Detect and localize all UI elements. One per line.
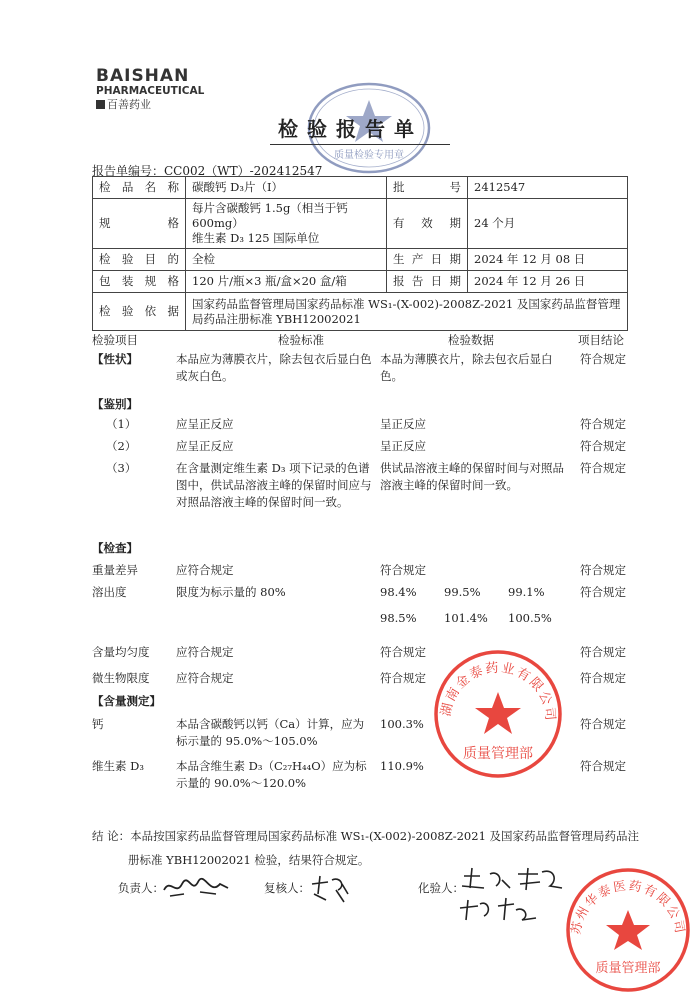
logo-name-cn — [96, 98, 204, 112]
reviewer-label: 复核人： — [264, 881, 310, 895]
stamp2-sub: 质量管理部 — [463, 746, 533, 762]
spec-line-1: 每片含碳酸钙 1.5g（相当于钙 600mg） — [192, 201, 348, 230]
micro-standard: 应符合规定 — [176, 671, 234, 685]
weight-data: 符合规定 — [380, 563, 426, 577]
vitd-item: 维生素 D₃ — [92, 759, 144, 773]
calcium-data: 100.3% — [380, 717, 424, 731]
basis-value: 国家药品监督管理局国家药品标准 WS₁-(X-002)-2008Z-2021 及国家药品监督管理局药品注册标准 YBH12002021 — [186, 293, 628, 331]
vitd-data: 110.9% — [380, 759, 424, 773]
vitd-result: 符合规定 — [580, 759, 626, 773]
calcium-result: 符合规定 — [580, 717, 626, 731]
product-info-table — [92, 176, 628, 331]
calcium-item: 钙 — [92, 717, 104, 731]
company-logo — [96, 68, 204, 112]
col-item: 检验项目 — [92, 333, 138, 347]
pack-value: 120 片/瓶×3 瓶/盒×20 盒/箱 — [186, 271, 387, 293]
spec-value — [186, 199, 387, 249]
dissolution-standard: 限度为标示量的 80% — [176, 585, 286, 599]
stamp3-arc-text: 苏州华泰医药有限公司 — [567, 877, 689, 937]
uniformity-item: 含量均匀度 — [92, 645, 150, 659]
table-row — [93, 249, 628, 271]
id2-standard: 应呈正反应 — [176, 439, 234, 453]
tester-label: 化验人： — [418, 881, 464, 895]
logo-name-en-2: PHARMACEUTICAL — [96, 85, 205, 97]
uniformity-data: 符合规定 — [380, 645, 426, 659]
purpose-label: 检验目的 — [93, 249, 186, 271]
product-value: 碳酸钙 D₃片（Ⅰ） — [186, 177, 387, 199]
batch-value: 2412547 — [468, 177, 628, 199]
appearance-data: 本品为薄膜衣片，除去包衣后显白色。 — [380, 352, 553, 383]
report-date-label: 报告日期 — [387, 271, 468, 293]
reviewer-signature — [306, 872, 352, 906]
validity-label: 有效期 — [387, 199, 468, 249]
purpose-value: 全检 — [186, 249, 387, 271]
mfg-value: 2024 年 12 月 08 日 — [468, 249, 628, 271]
micro-item: 微生物限度 — [92, 671, 150, 685]
appearance-head: 【性状】 — [92, 352, 138, 366]
title-underline — [270, 144, 450, 145]
id3-label: （3） — [106, 461, 137, 475]
mfg-label: 生产日期 — [387, 249, 468, 271]
report-number: 报告单编号：CC002（WT）-202412547 — [92, 164, 323, 178]
dissolution-value: 99.5% — [444, 585, 481, 599]
table-row — [93, 199, 628, 249]
pack-label: 包装规格 — [93, 271, 186, 293]
id3-result: 符合规定 — [580, 461, 626, 475]
weight-result: 符合规定 — [580, 563, 626, 577]
responsible-label: 负责人： — [118, 881, 164, 895]
id2-label: （2） — [106, 439, 137, 453]
col-data: 检验数据 — [448, 333, 494, 347]
spec-line-2: 维生素 D₃ 125 国际单位 — [192, 231, 320, 245]
id2-data: 呈正反应 — [380, 439, 426, 453]
uniformity-standard: 应符合规定 — [176, 645, 234, 659]
responsible-signature — [160, 872, 232, 902]
id1-standard: 应呈正反应 — [176, 417, 234, 431]
product-label: 检品名称 — [93, 177, 186, 199]
check-head: 【检查】 — [92, 541, 138, 555]
weight-item: 重量差异 — [92, 563, 138, 577]
table-row — [93, 271, 628, 293]
col-conclusion: 项目结论 — [578, 333, 624, 347]
dissolution-value: 98.4% — [380, 585, 417, 599]
micro-data: 符合规定 — [380, 671, 426, 685]
validity-value: 24 个月 — [468, 199, 628, 249]
weight-standard: 应符合规定 — [176, 563, 234, 577]
table-row — [93, 177, 628, 199]
conclusion-line-1: 结 论：本品按国家药品监督管理局国家药品标准 WS₁-(X-002)-2008Z-2021 及国家药品监督管理局药品注 — [92, 829, 640, 843]
assay-head: 【含量测定】 — [92, 694, 161, 708]
calcium-standard: 本品含碳酸钙以钙（Ca）计算，应为标示量的 95.0%～105.0% — [176, 717, 365, 748]
report-date-value: 2024 年 12 月 26 日 — [468, 271, 628, 293]
id3-standard: 在含量测定维生素 D₃ 项下记录的色谱图中，供试品溶液主峰的保留时间应与对照品溶液主峰的保留时间一致。 — [176, 461, 372, 509]
stamp2-arc-text: 湖南金泰药业有限公司 — [438, 660, 558, 724]
dissolution-value: 100.5% — [508, 611, 552, 625]
logo-cn-text: 百善药业 — [107, 98, 151, 111]
identification-head: 【鉴别】 — [92, 397, 138, 411]
dissolution-value: 98.5% — [380, 611, 417, 625]
dissolution-item: 溶出度 — [92, 585, 127, 599]
dissolution-result: 符合规定 — [580, 585, 626, 599]
quality-dept-stamp — [430, 646, 566, 782]
qa-stamp — [562, 864, 694, 996]
appearance-result: 符合规定 — [580, 352, 626, 366]
id1-data: 呈正反应 — [380, 417, 426, 431]
batch-label: 批号 — [387, 177, 468, 199]
uniformity-result: 符合规定 — [580, 645, 626, 659]
logo-name-en: BAISHAN — [96, 66, 190, 86]
spec-label: 规格 — [93, 199, 186, 249]
page-title: 检验报告单 — [278, 117, 423, 141]
vitd-standard: 本品含维生素 D₃（C₂₇H₄₄O）应为标示量的 90.0%～120.0% — [176, 759, 367, 790]
conclusion-line-2: 册标准 YBH12002021 检验，结果符合规定。 — [128, 853, 370, 867]
logo-mark-icon — [96, 100, 105, 109]
stamp1-sub: 质量检验专用章 — [334, 150, 404, 161]
tester-signature — [458, 866, 578, 926]
id3-data: 供试品溶液主峰的保留时间与对照品溶液主峰的保留时间一致。 — [380, 461, 564, 492]
dissolution-value: 99.1% — [508, 585, 545, 599]
micro-result: 符合规定 — [580, 671, 626, 685]
id2-result: 符合规定 — [580, 439, 626, 453]
dissolution-value: 101.4% — [444, 611, 488, 625]
basis-label: 检验依据 — [93, 293, 186, 331]
table-row — [93, 293, 628, 331]
appearance-standard: 本品应为薄膜衣片，除去包衣后显白色或灰白色。 — [176, 352, 372, 383]
col-standard: 检验标准 — [278, 333, 324, 347]
id1-label: （1） — [106, 417, 137, 431]
stamp3-sub: 质量管理部 — [595, 961, 661, 976]
id1-result: 符合规定 — [580, 417, 626, 431]
